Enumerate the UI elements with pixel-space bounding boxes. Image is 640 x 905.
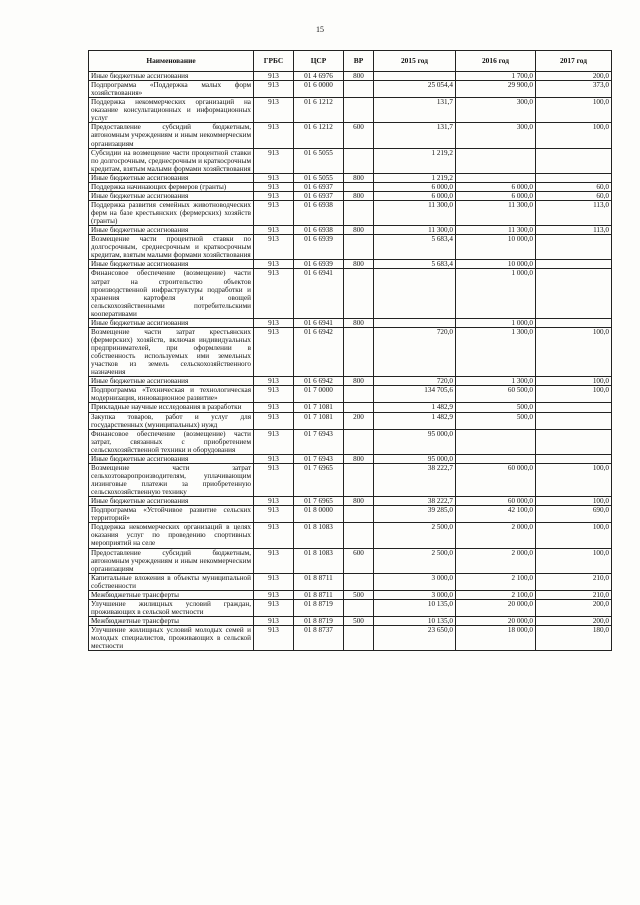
cell-2017: 200,0: [536, 72, 612, 81]
cell-name: Финансовое обеспечение (возмещение) части затрат, связанных с приобретением сельскохозяйственной техники и оборудования: [89, 429, 254, 454]
cell-2016: 1 300,0: [456, 377, 536, 386]
cell-2016: 1 300,0: [456, 327, 536, 376]
cell-vr: [344, 573, 374, 590]
table-row: [89, 377, 612, 386]
cell-csr: 01 8 8711: [294, 573, 344, 590]
table-row: [89, 235, 612, 260]
cell-grbs: 913: [254, 148, 294, 173]
cell-vr: [344, 200, 374, 225]
cell-2017: 113,0: [536, 226, 612, 235]
cell-2015: 1 482,9: [374, 403, 456, 412]
cell-grbs: 913: [254, 429, 294, 454]
cell-2017: 200,0: [536, 599, 612, 616]
cell-2015: 2 500,0: [374, 523, 456, 548]
cell-name: Улучшение жилищных условий молодых семей и молодых специалистов, проживающих в сельской местности: [89, 626, 254, 651]
cell-grbs: 913: [254, 548, 294, 573]
cell-csr: 01 8 8719: [294, 599, 344, 616]
cell-2017: [536, 260, 612, 269]
cell-vr: 800: [344, 318, 374, 327]
cell-2016: 2 100,0: [456, 573, 536, 590]
cell-2015: 131,7: [374, 98, 456, 123]
cell-2016: 6 000,0: [456, 191, 536, 200]
cell-csr: 01 8 8737: [294, 626, 344, 651]
cell-2015: 720,0: [374, 377, 456, 386]
cell-2016: 42 100,0: [456, 506, 536, 523]
cell-grbs: 913: [254, 226, 294, 235]
cell-name: Подпрограмма «Устойчивое развитие сельских территорий»: [89, 506, 254, 523]
cell-2016: [456, 454, 536, 463]
cell-csr: 01 6 6941: [294, 269, 344, 318]
cell-name: Иные бюджетные ассигнования: [89, 377, 254, 386]
cell-2016: 20 000,0: [456, 599, 536, 616]
table-row: [89, 386, 612, 403]
cell-grbs: 913: [254, 269, 294, 318]
cell-name: Поддержка развития семейных животноводческих ферм на базе крестьянских (фермерских) хозяйств (гранты): [89, 200, 254, 225]
header-csr: ЦСР: [294, 51, 344, 72]
table-row: [89, 506, 612, 523]
cell-2015: 6 000,0: [374, 182, 456, 191]
header-name: Наименование: [89, 51, 254, 72]
cell-csr: 01 4 6976: [294, 72, 344, 81]
cell-grbs: 913: [254, 590, 294, 599]
cell-2017: 210,0: [536, 573, 612, 590]
cell-name: Иные бюджетные ассигнования: [89, 454, 254, 463]
cell-2016: 60 500,0: [456, 386, 536, 403]
header-2016: 2016 год: [456, 51, 536, 72]
cell-2016: 10 000,0: [456, 235, 536, 260]
cell-grbs: 913: [254, 327, 294, 376]
cell-grbs: 913: [254, 386, 294, 403]
cell-name: Подпрограмма «Техническая и технологическая модернизация, инновационное развитие»: [89, 386, 254, 403]
cell-2016: 11 300,0: [456, 200, 536, 225]
cell-2017: 100,0: [536, 523, 612, 548]
cell-vr: 500: [344, 590, 374, 599]
cell-name: Иные бюджетные ассигнования: [89, 497, 254, 506]
cell-vr: 800: [344, 260, 374, 269]
cell-csr: 01 8 1083: [294, 523, 344, 548]
cell-grbs: 913: [254, 523, 294, 548]
cell-csr: 01 6 1212: [294, 98, 344, 123]
cell-csr: 01 8 8711: [294, 590, 344, 599]
table-row: [89, 173, 612, 182]
cell-vr: [344, 327, 374, 376]
cell-name: Возмещение части затрат крестьянских (фермерских) хозяйств, включая индивидуальных предпринимателей, при оформлении в собственность используемых ими земельных участков из земель сельскохозяйственного назначения: [89, 327, 254, 376]
cell-name: Финансовое обеспечение (возмещение) части затрат на строительство объектов производственной инфраструктуры подработки и хранения картофеля и овощей сельскохозяйственными потребительскими кооперативами: [89, 269, 254, 318]
cell-2017: 60,0: [536, 191, 612, 200]
cell-csr: 01 6 6941: [294, 318, 344, 327]
cell-name: Иные бюджетные ассигнования: [89, 173, 254, 182]
cell-2016: 500,0: [456, 403, 536, 412]
cell-2016: 300,0: [456, 98, 536, 123]
cell-vr: [344, 98, 374, 123]
cell-2016: [456, 173, 536, 182]
cell-2015: 39 285,0: [374, 506, 456, 523]
cell-csr: 01 6 6939: [294, 235, 344, 260]
cell-2015: 131,7: [374, 123, 456, 148]
cell-2016: 2 000,0: [456, 523, 536, 548]
cell-grbs: 913: [254, 573, 294, 590]
cell-2016: 1 000,0: [456, 269, 536, 318]
cell-2016: 6 000,0: [456, 182, 536, 191]
cell-name: Иные бюджетные ассигнования: [89, 318, 254, 327]
cell-grbs: 913: [254, 98, 294, 123]
budget-table: [88, 50, 612, 651]
cell-csr: 01 6 6937: [294, 191, 344, 200]
cell-vr: [344, 523, 374, 548]
table-row: [89, 226, 612, 235]
cell-csr: 01 7 6965: [294, 463, 344, 496]
cell-name: Поддержка начинающих фермеров (гранты): [89, 182, 254, 191]
cell-csr: 01 8 1083: [294, 548, 344, 573]
table-row: [89, 148, 612, 173]
cell-grbs: 913: [254, 200, 294, 225]
cell-2017: 690,0: [536, 506, 612, 523]
table-row: [89, 454, 612, 463]
cell-vr: 800: [344, 173, 374, 182]
cell-2016: 2 100,0: [456, 590, 536, 599]
cell-2017: 100,0: [536, 123, 612, 148]
cell-vr: [344, 235, 374, 260]
cell-2016: 1 700,0: [456, 72, 536, 81]
cell-2015: 11 300,0: [374, 226, 456, 235]
cell-2017: [536, 235, 612, 260]
cell-2015: 3 000,0: [374, 590, 456, 599]
cell-vr: [344, 599, 374, 616]
table-row: [89, 617, 612, 626]
cell-csr: 01 7 6943: [294, 429, 344, 454]
table-row: [89, 523, 612, 548]
table-row: [89, 626, 612, 651]
cell-2017: [536, 412, 612, 429]
table-row: [89, 463, 612, 496]
cell-2016: 29 900,0: [456, 81, 536, 98]
cell-2015: 25 054,4: [374, 81, 456, 98]
cell-vr: [344, 386, 374, 403]
cell-2017: [536, 454, 612, 463]
cell-2017: 100,0: [536, 377, 612, 386]
cell-2015: 6 000,0: [374, 191, 456, 200]
table-row: [89, 123, 612, 148]
cell-csr: 01 6 6939: [294, 260, 344, 269]
cell-vr: 600: [344, 123, 374, 148]
cell-name: Межбюджетные трансферты: [89, 590, 254, 599]
cell-name: Возмещение части затрат сельхозтоваропроизводителям, уплачивающим лизинговые платежи за приобретенную сельскохозяйственную технику: [89, 463, 254, 496]
cell-grbs: 913: [254, 599, 294, 616]
cell-grbs: 913: [254, 173, 294, 182]
cell-2015: 95 000,0: [374, 454, 456, 463]
cell-2015: 1 219,2: [374, 173, 456, 182]
cell-2016: 500,0: [456, 412, 536, 429]
cell-2015: 10 135,0: [374, 599, 456, 616]
cell-vr: [344, 429, 374, 454]
cell-2017: 100,0: [536, 386, 612, 403]
table-header-row: [89, 51, 612, 72]
table-row: [89, 548, 612, 573]
table-row: [89, 412, 612, 429]
cell-vr: [344, 269, 374, 318]
table-row: [89, 403, 612, 412]
cell-vr: 800: [344, 191, 374, 200]
cell-grbs: 913: [254, 617, 294, 626]
cell-csr: 01 7 6965: [294, 497, 344, 506]
cell-name: Подпрограмма «Поддержка малых форм хозяйствования»: [89, 81, 254, 98]
cell-csr: 01 7 0000: [294, 386, 344, 403]
cell-2015: [374, 72, 456, 81]
table-row: [89, 269, 612, 318]
cell-2017: 373,0: [536, 81, 612, 98]
cell-vr: [344, 182, 374, 191]
cell-2016: 20 000,0: [456, 617, 536, 626]
cell-2017: 100,0: [536, 327, 612, 376]
cell-2017: [536, 429, 612, 454]
cell-2016: [456, 429, 536, 454]
cell-2015: 95 000,0: [374, 429, 456, 454]
cell-2015: 11 300,0: [374, 200, 456, 225]
cell-csr: 01 6 5055: [294, 173, 344, 182]
cell-2017: [536, 148, 612, 173]
cell-csr: 01 6 6938: [294, 226, 344, 235]
cell-csr: 01 7 1081: [294, 412, 344, 429]
cell-grbs: 913: [254, 123, 294, 148]
cell-grbs: 913: [254, 377, 294, 386]
cell-2015: 134 705,6: [374, 386, 456, 403]
cell-name: Возмещение части процентной ставки по долгосрочным, среднесрочным и краткосрочным кредитам, взятым малыми формами хозяйствования: [89, 235, 254, 260]
cell-csr: 01 7 1081: [294, 403, 344, 412]
cell-name: Иные бюджетные ассигнования: [89, 226, 254, 235]
cell-2017: 100,0: [536, 463, 612, 496]
cell-2015: 5 683,4: [374, 260, 456, 269]
table-row: [89, 81, 612, 98]
cell-vr: [344, 148, 374, 173]
cell-csr: 01 6 5055: [294, 148, 344, 173]
cell-vr: 200: [344, 412, 374, 429]
cell-vr: 800: [344, 72, 374, 81]
cell-2017: [536, 403, 612, 412]
cell-2015: 10 135,0: [374, 617, 456, 626]
cell-vr: [344, 626, 374, 651]
cell-2017: 100,0: [536, 548, 612, 573]
cell-2016: 60 000,0: [456, 497, 536, 506]
cell-csr: 01 6 1212: [294, 123, 344, 148]
cell-2017: [536, 173, 612, 182]
table-row: [89, 182, 612, 191]
cell-grbs: 913: [254, 506, 294, 523]
cell-csr: 01 6 6938: [294, 200, 344, 225]
cell-csr: 01 6 6937: [294, 182, 344, 191]
cell-2016: 2 000,0: [456, 548, 536, 573]
cell-name: Субсидии на возмещение части процентной ставки по долгосрочным, среднесрочным и краткосрочным кредитам, взятым малыми формами хозяйствования: [89, 148, 254, 173]
cell-csr: 01 8 0000: [294, 506, 344, 523]
cell-grbs: 913: [254, 318, 294, 327]
cell-vr: [344, 463, 374, 496]
cell-2017: [536, 318, 612, 327]
cell-vr: 800: [344, 454, 374, 463]
table-row: [89, 72, 612, 81]
cell-vr: 600: [344, 548, 374, 573]
cell-2015: 2 500,0: [374, 548, 456, 573]
cell-grbs: 913: [254, 182, 294, 191]
cell-2016: 11 300,0: [456, 226, 536, 235]
cell-grbs: 913: [254, 235, 294, 260]
table-row: [89, 590, 612, 599]
cell-csr: 01 7 6943: [294, 454, 344, 463]
cell-csr: 01 6 6942: [294, 377, 344, 386]
cell-csr: 01 6 6942: [294, 327, 344, 376]
table-row: [89, 98, 612, 123]
cell-grbs: 913: [254, 403, 294, 412]
cell-name: Прикладные научные исследования в разработки: [89, 403, 254, 412]
table-row: [89, 200, 612, 225]
table-row: [89, 599, 612, 616]
cell-2017: [536, 269, 612, 318]
cell-2016: 60 000,0: [456, 463, 536, 496]
cell-grbs: 913: [254, 72, 294, 81]
header-2015: 2015 год: [374, 51, 456, 72]
cell-2015: 38 222,7: [374, 497, 456, 506]
cell-2016: 1 000,0: [456, 318, 536, 327]
cell-2015: 720,0: [374, 327, 456, 376]
cell-grbs: 913: [254, 626, 294, 651]
header-2017: 2017 год: [536, 51, 612, 72]
table-row: [89, 327, 612, 376]
cell-2017: 100,0: [536, 98, 612, 123]
cell-name: Капитальные вложения в объекты муниципальной собственности: [89, 573, 254, 590]
cell-grbs: 913: [254, 412, 294, 429]
table-row: [89, 429, 612, 454]
table-row: [89, 573, 612, 590]
cell-name: Иные бюджетные ассигнования: [89, 260, 254, 269]
cell-name: Иные бюджетные ассигнования: [89, 72, 254, 81]
cell-2015: [374, 318, 456, 327]
cell-2015: 23 650,0: [374, 626, 456, 651]
cell-vr: [344, 506, 374, 523]
cell-vr: [344, 403, 374, 412]
table-row: [89, 191, 612, 200]
cell-vr: 800: [344, 497, 374, 506]
cell-name: Предоставление субсидий бюджетным, автономным учреждениям и иным некоммерческим организациям: [89, 123, 254, 148]
header-vr: ВР: [344, 51, 374, 72]
cell-2015: 1 482,9: [374, 412, 456, 429]
cell-2017: 100,0: [536, 497, 612, 506]
table-row: [89, 497, 612, 506]
cell-name: Поддержка некоммерческих организаций в целях оказания услуг по проведению спортивных мероприятий на селе: [89, 523, 254, 548]
table-row: [89, 260, 612, 269]
cell-name: Межбюджетные трансферты: [89, 617, 254, 626]
cell-grbs: 913: [254, 260, 294, 269]
cell-grbs: 913: [254, 463, 294, 496]
cell-name: Иные бюджетные ассигнования: [89, 191, 254, 200]
table-row: [89, 318, 612, 327]
cell-2015: 1 219,2: [374, 148, 456, 173]
cell-2015: 38 222,7: [374, 463, 456, 496]
cell-csr: 01 8 8719: [294, 617, 344, 626]
cell-2017: 113,0: [536, 200, 612, 225]
cell-grbs: 913: [254, 497, 294, 506]
cell-2015: 5 683,4: [374, 235, 456, 260]
cell-2016: 10 000,0: [456, 260, 536, 269]
cell-csr: 01 6 0000: [294, 81, 344, 98]
cell-name: Улучшение жилищных условий граждан, проживающих в сельской местности: [89, 599, 254, 616]
cell-2015: [374, 269, 456, 318]
cell-2016: 18 000,0: [456, 626, 536, 651]
cell-vr: 800: [344, 226, 374, 235]
header-grbs: ГРБС: [254, 51, 294, 72]
cell-vr: 800: [344, 377, 374, 386]
cell-2016: 300,0: [456, 123, 536, 148]
cell-name: Поддержка некоммерческих организаций на оказание консультационных и информационных услуг: [89, 98, 254, 123]
cell-2017: 200,0: [536, 617, 612, 626]
page-number: 15: [316, 25, 324, 34]
cell-2017: 60,0: [536, 182, 612, 191]
cell-vr: [344, 81, 374, 98]
cell-name: Закупка товаров, работ и услуг для государственных (муниципальных) нужд: [89, 412, 254, 429]
cell-name: Предоставление субсидий бюджетным, автономным учреждениям и иным некоммерческим организациям: [89, 548, 254, 573]
cell-2015: 3 000,0: [374, 573, 456, 590]
cell-vr: 500: [344, 617, 374, 626]
cell-grbs: 913: [254, 191, 294, 200]
cell-grbs: 913: [254, 454, 294, 463]
cell-2017: 210,0: [536, 590, 612, 599]
cell-2017: 180,0: [536, 626, 612, 651]
table-body: [89, 72, 612, 651]
cell-grbs: 913: [254, 81, 294, 98]
cell-2016: [456, 148, 536, 173]
